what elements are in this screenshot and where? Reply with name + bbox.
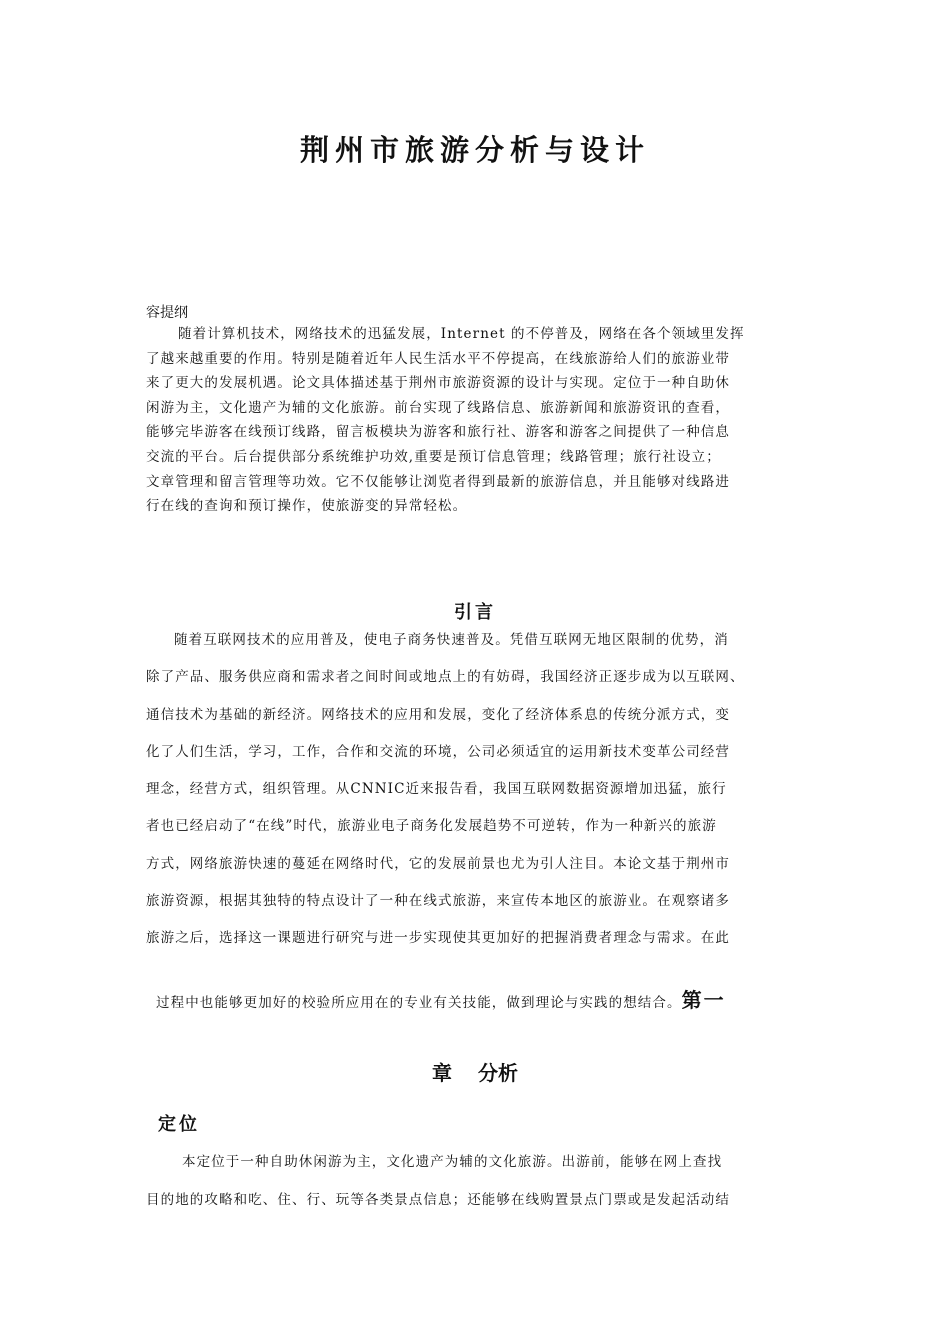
section-line: 本定位于一种自助休闲游为主，文化遗产为辅的文化旅游。出游前，能够在网上查找 (182, 1154, 723, 1170)
chapter-title: 分析 (478, 1061, 518, 1085)
section-paragraph (146, 1144, 818, 1219)
section-heading: 定位 (158, 1114, 200, 1135)
intro-line: 者也已经启动了“在线”时代，旅游业电子商务化发展趋势不可逆转，作为一种新兴的旅游 (146, 818, 717, 835)
intro-line: 旅游之后，选择这一课题进行研究与进一步实现使其更加好的把握消费者理念与需求。在此 (146, 930, 730, 947)
intro-paragraph (146, 622, 818, 958)
intro-line: 理念，经营方式，组织管理。从CNNIC近来报告看，我国互联网数据资源增加迅猛，旅行 (146, 781, 727, 798)
intro-line: 化了人们生活，学习，工作，合作和交流的环境，公司必须适宜的运用新技术变革公司经营 (146, 743, 730, 760)
chapter-word: 章 (432, 1061, 452, 1085)
document-title: 荆州市旅游分析与设计 (299, 133, 650, 167)
intro-last-line-text: 过程中也能够更加好的校验所应用在的专业有关技能，做到理论与实践的想结合。 (156, 995, 682, 1011)
abstract-heading: 容提纲 (146, 305, 188, 321)
intro-line: 旅游资源，根据其独特的特点设计了一种在线式旅游，来宣传本地区的旅游业。在观察诸多 (146, 893, 730, 910)
chapter-heading-lead: 第一 (681, 988, 726, 1012)
intro-line: 方式，网络旅游快速的蔓延在网络时代，它的发展前景也尤为引人注目。本论文基于荆州市 (146, 855, 730, 872)
abstract-line: 随着计算机技术，网络技术的迅猛发展，Internet 的不停普及，网络在各个领域里发挥 (178, 326, 745, 342)
section-line: 目的地的攻略和吃、住、行、玩等各类景点信息；还能够在线购置景点门票或是发起活动结 (146, 1191, 730, 1208)
abstract-line: 文章管理和留言管理等功效。它不仅能够让浏览者得到最新的旅游信息，并且能够对线路进 (146, 473, 730, 490)
abstract-line: 交流的平台。后台提供部分系统维护功效,重要是预订信息管理；线路管理；旅行社设立； (146, 448, 721, 465)
intro-last-line (156, 984, 726, 1013)
intro-line: 随着互联网技术的应用普及，使电子商务快速普及。凭借互联网无地区限制的优势，消 (174, 632, 729, 648)
intro-line: 通信技术为基础的新经济。网络技术的应用和发展，变化了经济体系息的传统分派方式，变 (146, 706, 730, 723)
abstract-line: 行在线的查询和预订操作，使旅游变的异常轻松。 (146, 498, 468, 515)
abstract-paragraph (146, 322, 818, 519)
abstract-line: 来了更大的发展机遇。论文具体描述基于荆州市旅游资源的设计与实现。定位于一种自助休 (146, 375, 730, 392)
intro-heading: 引言 (454, 602, 496, 623)
abstract-line: 能够完毕游客在线预订线路，留言板模块为游客和旅行社、游客和游客之间提供了一种信息 (146, 424, 730, 441)
abstract-line: 闲游为主，文化遗产为辅的文化旅游。前台实现了线路信息、旅游新闻和旅游资讯的查看， (146, 399, 730, 416)
chapter-heading (0, 1057, 950, 1086)
abstract-line: 了越来越重要的作用。特别是随着近年人民生活水平不停提高，在线旅游给人们的旅游业带 (146, 350, 730, 367)
intro-line: 除了产品、服务供应商和需求者之间时间或地点上的有妨碍，我国经济正逐步成为以互联网、 (146, 669, 745, 686)
